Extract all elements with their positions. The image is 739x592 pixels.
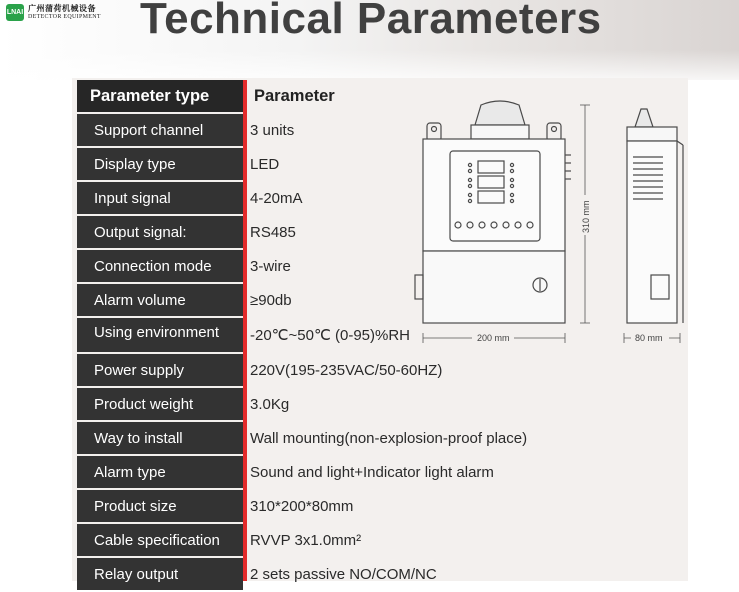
type-cell: Alarm volume — [77, 284, 243, 316]
value-cell: 3.0Kg — [250, 395, 290, 413]
type-cell: Input signal — [77, 182, 243, 214]
value-cell: ≥90db — [250, 291, 292, 309]
width-dimension-label: 200 mm — [477, 333, 510, 343]
parameter-type-column — [77, 80, 243, 592]
value-cell: 310*200*80mm — [250, 497, 354, 515]
brand-name-en: DETECTOR EQUIPMENT — [28, 14, 101, 20]
value-cell: LED — [250, 155, 280, 173]
front-view — [415, 101, 571, 323]
column-header-value: Parameter — [254, 86, 335, 105]
page-title: Technical Parameters — [140, 0, 602, 43]
value-cell: RVVP 3x1.0mm² — [250, 531, 362, 549]
type-cell: Cable specification — [77, 524, 243, 556]
type-cell: Display type — [77, 148, 243, 180]
type-cell: Product weight — [77, 388, 243, 420]
value-cell: 220V(195-235VAC/50-60HZ) — [250, 361, 443, 379]
depth-dimension-label: 80 mm — [635, 333, 663, 343]
brand-logo-icon: LNAI — [6, 4, 24, 21]
side-view — [627, 109, 683, 323]
type-cell: Relay output — [77, 558, 243, 590]
type-cell: Product size — [77, 490, 243, 522]
type-cell: Connection mode — [77, 250, 243, 282]
type-cell: Using environment — [77, 318, 243, 352]
type-cell: Alarm type — [77, 456, 243, 488]
type-cell: Way to install — [77, 422, 243, 454]
brand-name-cn: 广州蒲荷机械设备 — [28, 4, 96, 13]
value-cell: 3-wire — [250, 257, 291, 275]
value-cell: Sound and light+Indicator light alarm — [250, 463, 494, 481]
height-dimension-label: 310 mm — [581, 200, 591, 233]
value-cell: 4-20mA — [250, 189, 303, 207]
value-cell: 3 units — [250, 121, 295, 139]
type-cell: Power supply — [77, 354, 243, 386]
value-cell: 2 sets passive NO/COM/NC — [250, 565, 437, 583]
value-cell: Wall mounting(non-explosion-proof place) — [250, 429, 528, 447]
value-cell: RS485 — [250, 223, 296, 241]
type-cell: Output signal: — [77, 216, 243, 248]
alarm-lamp-icon — [475, 101, 525, 125]
product-dimension-drawing — [405, 95, 695, 350]
value-cell: -20℃~50℃ (0-95)%RH — [250, 327, 410, 344]
column-header-type: Parameter type — [77, 80, 243, 112]
type-cell: Support channel — [77, 114, 243, 146]
